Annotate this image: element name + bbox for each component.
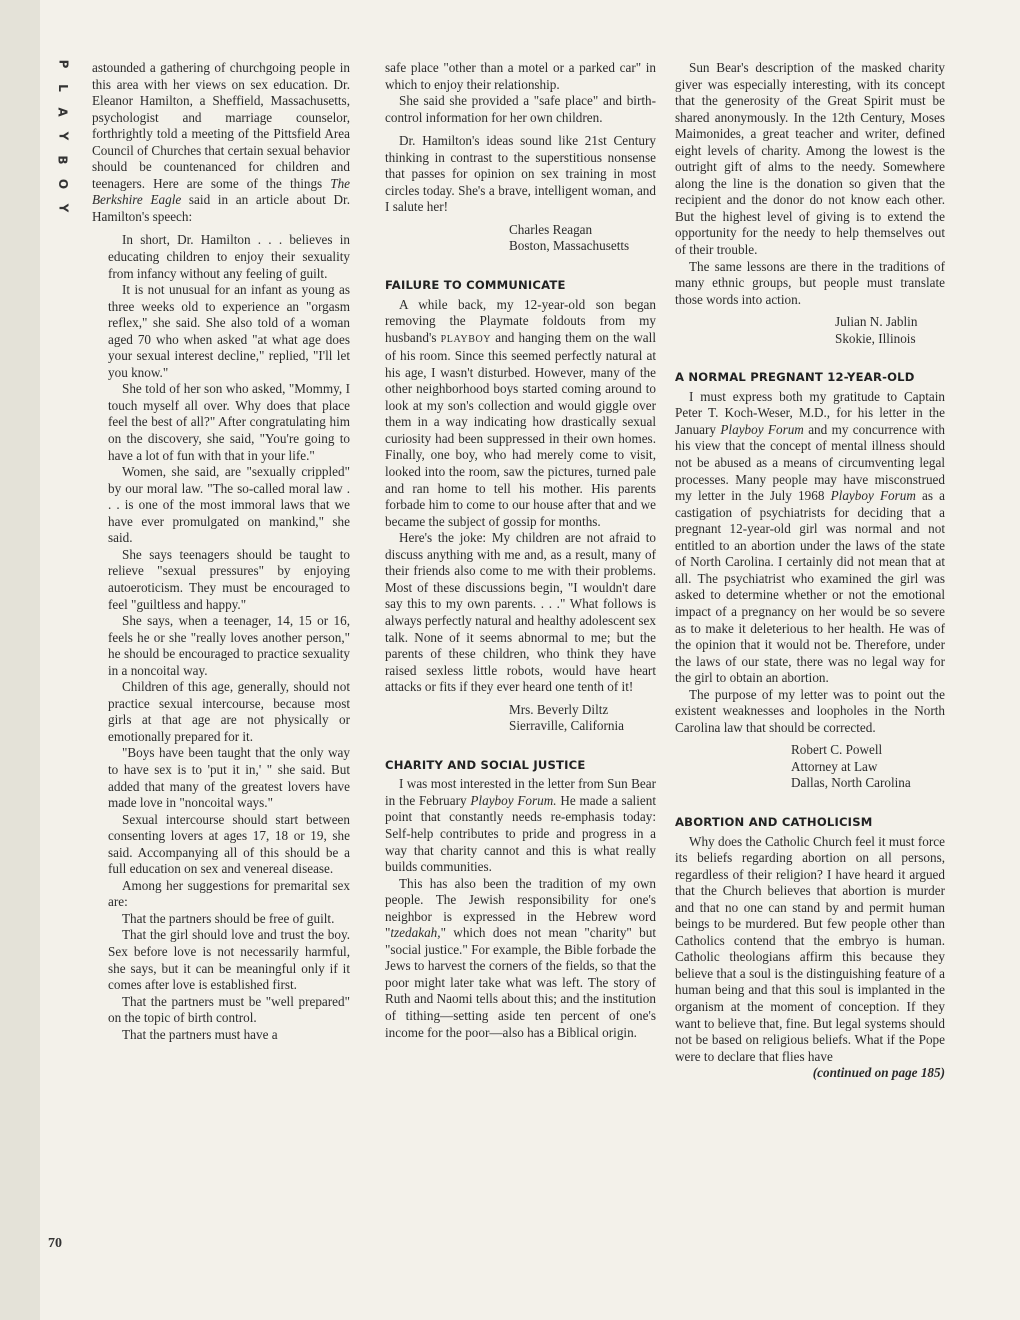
paragraph: Why does the Catholic Church feel it must force its beliefs regarding abortion on all persons, regardless of their religion? I have heard it argued that the Church believes that abortion is murder and that no one can stand by and permit human beings to be murdered. But few people other than Catholics contend that the embryo is human. Catholic theologians affirm this because they believe that a soul is the distinguishing feature of a human being and that this soul is implanted in the organism at the moment of conception. If they want to believe that, fine. But legal systems should not be based on religious beliefs. What if the Pope were to declare that flies have (675, 833, 945, 1064)
quote-paragraph: That the partners should be free of guilt. (122, 910, 335, 926)
side-letter: Y (55, 203, 70, 213)
paragraph: Here's the joke: My children are not afraid to discuss anything with me and, as a result, many of their friends also come to me with their problems. Most of these discussions begin, "I wouldn't dare say this to my own parents. . . ." What follows is always perfectly natural and healthy adolescent sex talk. None of it seems abnormal to me; but the parents of these children, who think they have raised sexless little robots, would have heart attacks or fits if they ever heard one tenth of it! (385, 530, 656, 695)
paragraph: She said she provided a "safe place" and birth-control information for her own children. (385, 93, 656, 125)
side-letter: B (56, 155, 70, 165)
magazine-side-label (56, 52, 70, 220)
quote-paragraph: Among her suggestions for premarital sex are: (108, 877, 350, 910)
quote-paragraph: It is not unusual for an infant as young as three weeks old to experience an "orgasm reflex," she said. She also told of a woman aged 70 who when asked "at what age does your sexual interest decline," replied, "I'll let you know." (108, 282, 350, 380)
paragraph: astounded a gathering of churchgoing people in this area with her views on sex education. Dr. Eleanor Hamilton, a Sheffield, Massachusetts, psychologist and marriage counselor, forthrightly told a meeting of the Pittsfield Area Council of Churches that certain sexual behavior should be countenanced for children and teenagers. Here are some of the things The Berkshire Eagle said in an article about Dr. Hamilton's speech: (92, 60, 351, 224)
quote-paragraph: That the partners must be "well prepared" on the topic of birth control. (108, 993, 350, 1026)
paragraph: A while back, my 12-year-old son began removing the Playmate foldouts from my husband's PLAYBOY and hanging them on the wall of his room. Since this seemed perfectly natural at his age, I wasn't disturbed. However, many of the other neighborhood boys started coming around to look at my son's collection and would giggle over them in a way indicating how drastically sexual curiosity had been suppressed in their own homes. Finally, one boy, who had merely come to visit, looked into the room, saw the pictures, turned pale and ran home to tell his mother. His parents forbade him to come to our house after that and we became the subject of gossip for months. (385, 296, 656, 529)
signature (675, 742, 945, 792)
paragraph: Sun Bear's description of the masked charity giver was especially interesting, with its concept that the generosity of the Great Spirit must be shared anonymously. In the 12th Century, Moses Maimonides, a great teacher and writer, defined eight levels of charity. Among the lowest is the outright gift of alms to the needy. Somewhere along the line is the donation so given that the recipient and the donor do not know each other. But the highest level of giving is to extend the opportunity for the needy to help themselves out of their trouble. (675, 60, 945, 258)
paragraph: I was most interested in the letter from Sun Bear in the February Playboy Forum. He made a salient point that constantly needs re-emphasis today: Self-help contributes to pride and progress in a way that charity cannot and this is what really builds communities. (385, 776, 656, 875)
column-3 (675, 60, 945, 1082)
continued-notice: (continued on page 185) (812, 1065, 945, 1081)
quote-paragraph: She told of her son who asked, "Mommy, I touch myself all over. Why does that place feel the best of all?" After congratulating him on the discovery, she said, "You're going to have a lot of fun with that in your life." (108, 381, 350, 463)
signature-name: Mrs. Beverly Diltz (509, 701, 609, 717)
side-letter: O (55, 178, 70, 190)
side-letter: A (55, 107, 70, 117)
paragraph: I must express both my gratitude to Captain Peter T. Koch-Weser, M.D., for his letter in the January Playboy Forum and my concurrence with his view that the concept of mental illness should not be abused as a means of circumventing legal processes. Many people may have misconstrued my letter in the July 1968 Playboy Forum as a castigation of psychiatrists for deciding that a pregnant 12-year-old girl was normal and not entitled to an abortion under the laws of the state of North Carolina. I certainly did not mean that at all. The psychiatrist who examined the girl was asked to determine whether or not the emotional impact of a pregnancy on her would be so severe as to make it deleterious to her health. He was of the opinion that it would not be. Therefore, under the laws of our state, there was no legal way for the girl to obtain an abortion. (675, 388, 946, 686)
quote-paragraph: "Boys have been taught that the only way to have sex is to 'put it in,' " she said. But added that many of the greatest lovers have made love in "noncoital ways." (108, 745, 350, 811)
signature-name: Robert C. Powell (791, 742, 883, 758)
section-heading: ABORTION AND CATHOLICISM (675, 814, 873, 829)
side-letter: L (56, 84, 70, 92)
signature-place: Skokie, Illinois (835, 330, 916, 346)
paragraph: Dr. Hamilton's ideas sound like 21st Century thinking in contrast to the superstitious nonsense that passes for opinion on sex training in most circles today. She's a brave, intelligent woman, and I salute her! (385, 133, 656, 215)
signature-name: Julian N. Jablin (835, 314, 918, 330)
quote-paragraph: She says teenagers should be taught to relieve "sexual pressures" by enjoying autoeroticism. They must be encouraged to feel "guiltless and happy." (108, 546, 350, 612)
quote-paragraph: She says, when a teenager, 14, 15 or 16, feels he or she "really loves another person," he should be encouraged to practice sexuality in a noncoital way. (108, 613, 350, 678)
paragraph: This has also been the tradition of my own people. The Jewish responsibility for one's neighbor is expressed in the Hebrew word "tzedakah," which does not mean "charity" but "social justice." For example, the Bible forbade the Jews to harvest the corners of the fields, so that the poor might later take what was left. The story of Ruth and Naomi tells about this; and the institution of tithing—setting aside ten percent of one's income for the poor—also has a Biblical origin. (385, 875, 656, 1040)
signature-place: Boston, Massachusetts (509, 238, 630, 254)
side-letter: P (55, 59, 70, 69)
quote-paragraph: In short, Dr. Hamilton . . . believes in educating children to enjoy their sexuality from infancy without any feeling of guilt. (108, 232, 350, 281)
signature-name: Charles Reagan (509, 221, 593, 237)
quote-paragraph: That the partners must have a (122, 1026, 278, 1042)
column-2 (385, 60, 656, 1041)
quote-paragraph: Sexual intercourse should start between consenting lovers at ages 17, 18 or 19, she said. Accompanying all of this should be a full education on sex and venereal disease. (108, 811, 350, 877)
paragraph: The same lessons are there in the traditions of many ethnic groups, but people must translate those words into action. (675, 258, 945, 307)
quote-paragraph: Children of this age, generally, should not practice sexual intercourse, because most girls at that age are not physically or emotionally prepared for it. (108, 679, 350, 744)
quote-paragraph: Women, she said, are "sexually crippled" by our moral law. "The so-called moral law . . . is one of the most immoral laws that we have ever promulgated on mankind," she said. (108, 464, 350, 546)
side-letter: Y (55, 131, 70, 141)
section-heading: FAILURE TO COMMUNICATE (385, 278, 566, 293)
paragraph: safe place "other than a motel or a parked car" in which to enjoy their relationship. (385, 60, 656, 92)
paragraph: The purpose of my letter was to point out the existent weaknesses and loopholes in the North Carolina law that should be corrected. (675, 686, 945, 735)
signature-place: Sierraville, California (509, 718, 624, 734)
signature-title: Attorney at Law (791, 758, 878, 774)
section-heading: A NORMAL PREGNANT 12-YEAR-OLD (675, 370, 915, 385)
signature-place: Dallas, North Carolina (791, 775, 911, 791)
column-1 (92, 60, 350, 1043)
block-quote (92, 232, 350, 1043)
signature (385, 222, 656, 255)
signature (385, 702, 656, 735)
signature (675, 314, 945, 347)
page-number: 70 (48, 1236, 62, 1251)
quote-paragraph: That the girl should love and trust the boy. Sex before love is not necessarily harmful, she says, but it can be meaningful only if it comes after love is established first. (108, 927, 350, 993)
section-heading: CHARITY AND SOCIAL JUSTICE (385, 757, 586, 772)
